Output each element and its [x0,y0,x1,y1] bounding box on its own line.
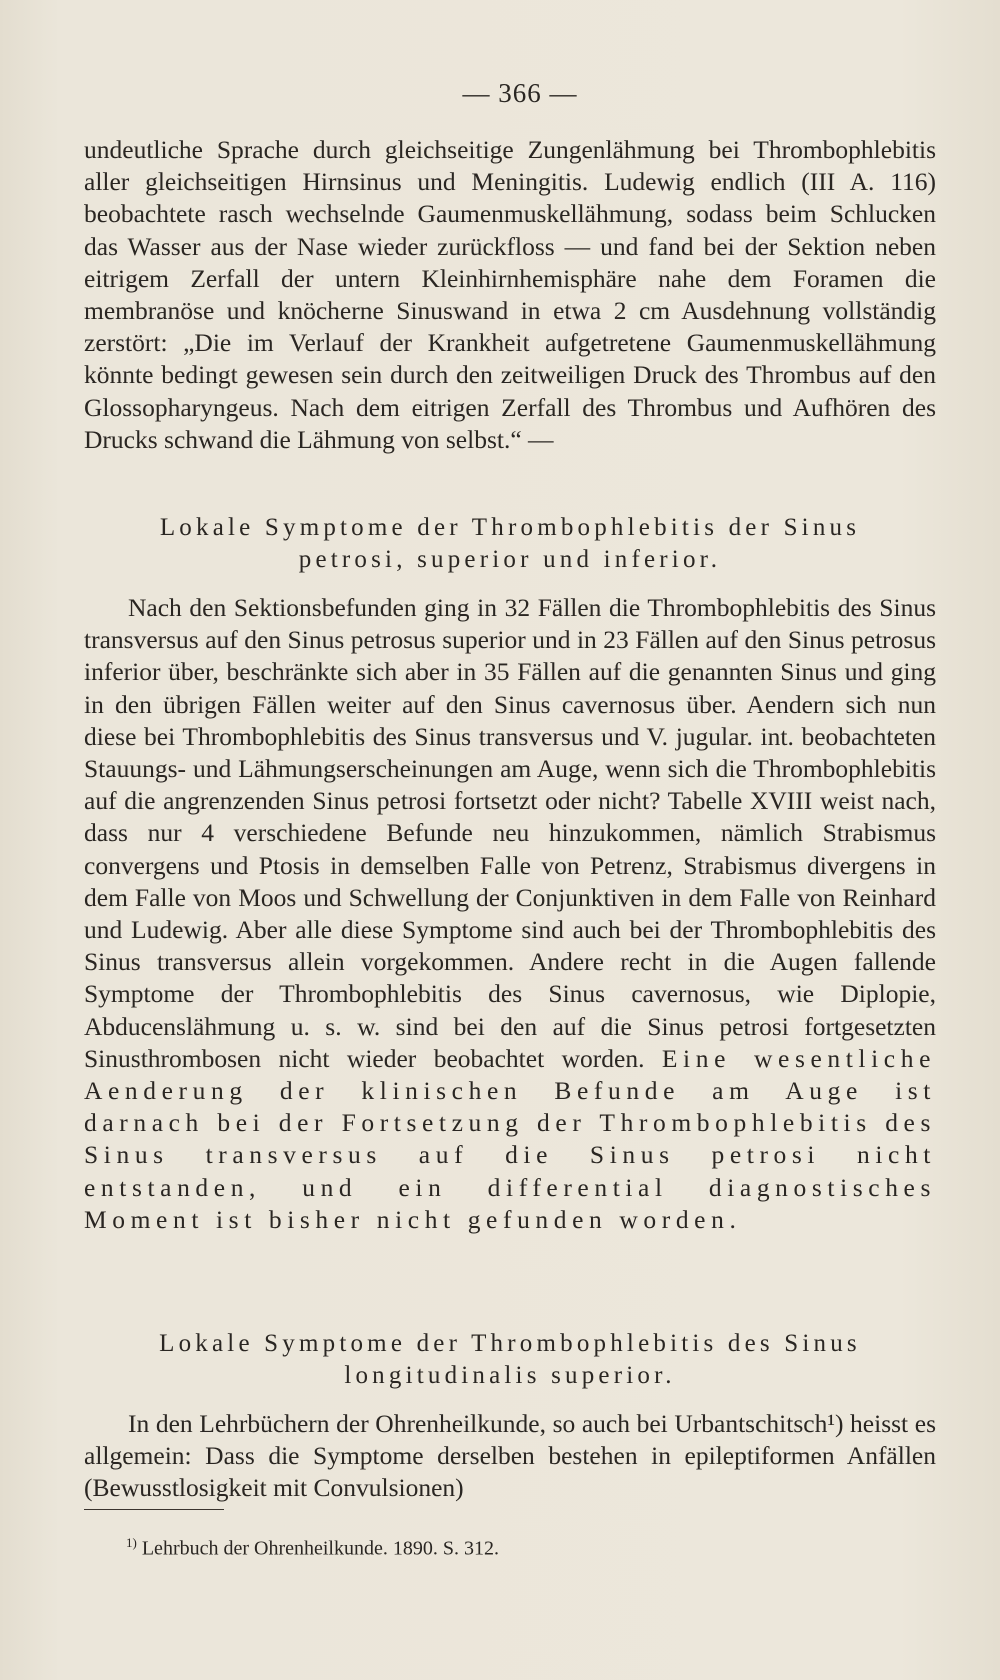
section-1 [84,134,936,456]
footnote-marker: 1) [126,1535,137,1550]
heading-line: Lokale Symptome der Thrombophlebitis der Sinus [159,514,861,541]
section-3 [84,1408,936,1505]
section-heading-sinus-petrosi [84,512,936,576]
footnote-divider [84,1509,224,1510]
paragraph-text: Nach den Sektionsbefunden ging in 32 Fällen die Thrombophlebitis des Sinus transversus auf den Sinus petrosus superior und in 23 Fällen auf den Sinus petrosus inferior über, beschränkte sich aber in 35 Fällen auf die genannten Sinus und ging in den übrigen Fällen weiter auf den Sinus cavernosus über. Aendern sich nun diese bei Thrombophlebitis des Sinus transversus und V. jugular. int. beobachteten Stauungs- und Lähmungserscheinungen am Auge, wenn sich die Thrombophlebitis auf die angrenzenden Sinus petrosi fortsetzt oder nicht? Tabelle XVIII weist nach, dass nur 4 verschiedene Befunde neu hinzukommen, nämlich Strabismus convergens und Ptosis in demselben Falle von Petrenz, Strabismus divergens in dem Falle von Moos und Schwellung der Conjunktiven in dem Falle von Reinhard und Ludewig. Aber alle diese Symptome sind auch bei der Thrombophlebitis des Sinus transversus allein vorgekommen. Andere recht in die Augen fallende Symptome der Thrombophlebitis des Sinus cavernosus, wie Diplopie, Abducenslähmung u. s. w. sind bei den auf die Sinus petrosi fortgesetzten Sinusthrombosen nicht wieder beobachtet worden. [84,593,936,1073]
paragraph: In den Lehrbüchern der Ohrenheilkunde, so auch bei Urbantschitsch¹) heisst es allgemein: Dass die Symptome derselben bestehen in epileptiformen Anfällen (Bewusstlosigkeit mit Convulsionen) [84,1409,936,1503]
page-number: — 366 — [462,78,578,108]
heading-line: longitudinalis superior. [344,1362,676,1389]
emphasized-conclusion: Eine wesentliche Aenderung der klinischen Befunde am Auge ist darnach bei der Fortsetzung der Thrombophlebitis des Sinus transversus auf die Sinus petrosi nicht entstanden, und ein differential diagnostisches Moment ist bisher nicht gefunden worden. [84,1043,936,1234]
footnote [126,1530,499,1562]
section-heading-sinus-longitudinalis [84,1328,936,1392]
footnote-text: Lehrbuch der Ohrenheilkunde. 1890. S. 312. [141,1537,499,1560]
section-2 [84,592,936,1236]
heading-line: Lokale Symptome der Thrombophlebitis des Sinus [159,1330,861,1357]
heading-line: petrosi, superior und inferior. [298,546,722,573]
paragraph-continuation: undeutliche Sprache durch gleichseitige Zungenlähmung bei Thrombophlebitis aller gleichseitigen Hirnsinus und Meningitis. Ludewig endlich (III A. 116) beobachtete rasch wechselnde Gaumenmuskellähmung, sodass beim Schlucken das Wasser aus der Nase wieder zurückfloss — und fand bei der Sektion neben eitrigem Zerfall der untern Kleinhirnhemisphäre nahe dem Foramen die membranöse und knöcherne Sinuswand in etwa 2 cm Ausdehnung vollständig zerstört: „Die im Verlauf der Krankheit aufgetretene Gaumenmuskellähmung könnte bedingt gewesen sein durch den zeitweiligen Druck des Thrombus auf den Glossopharyngeus. Nach dem eitrigen Zerfall des Thrombus und Aufhören des Drucks schwand die Lähmung von selbst.“ — [84,135,936,454]
paragraph-main [84,592,936,1236]
